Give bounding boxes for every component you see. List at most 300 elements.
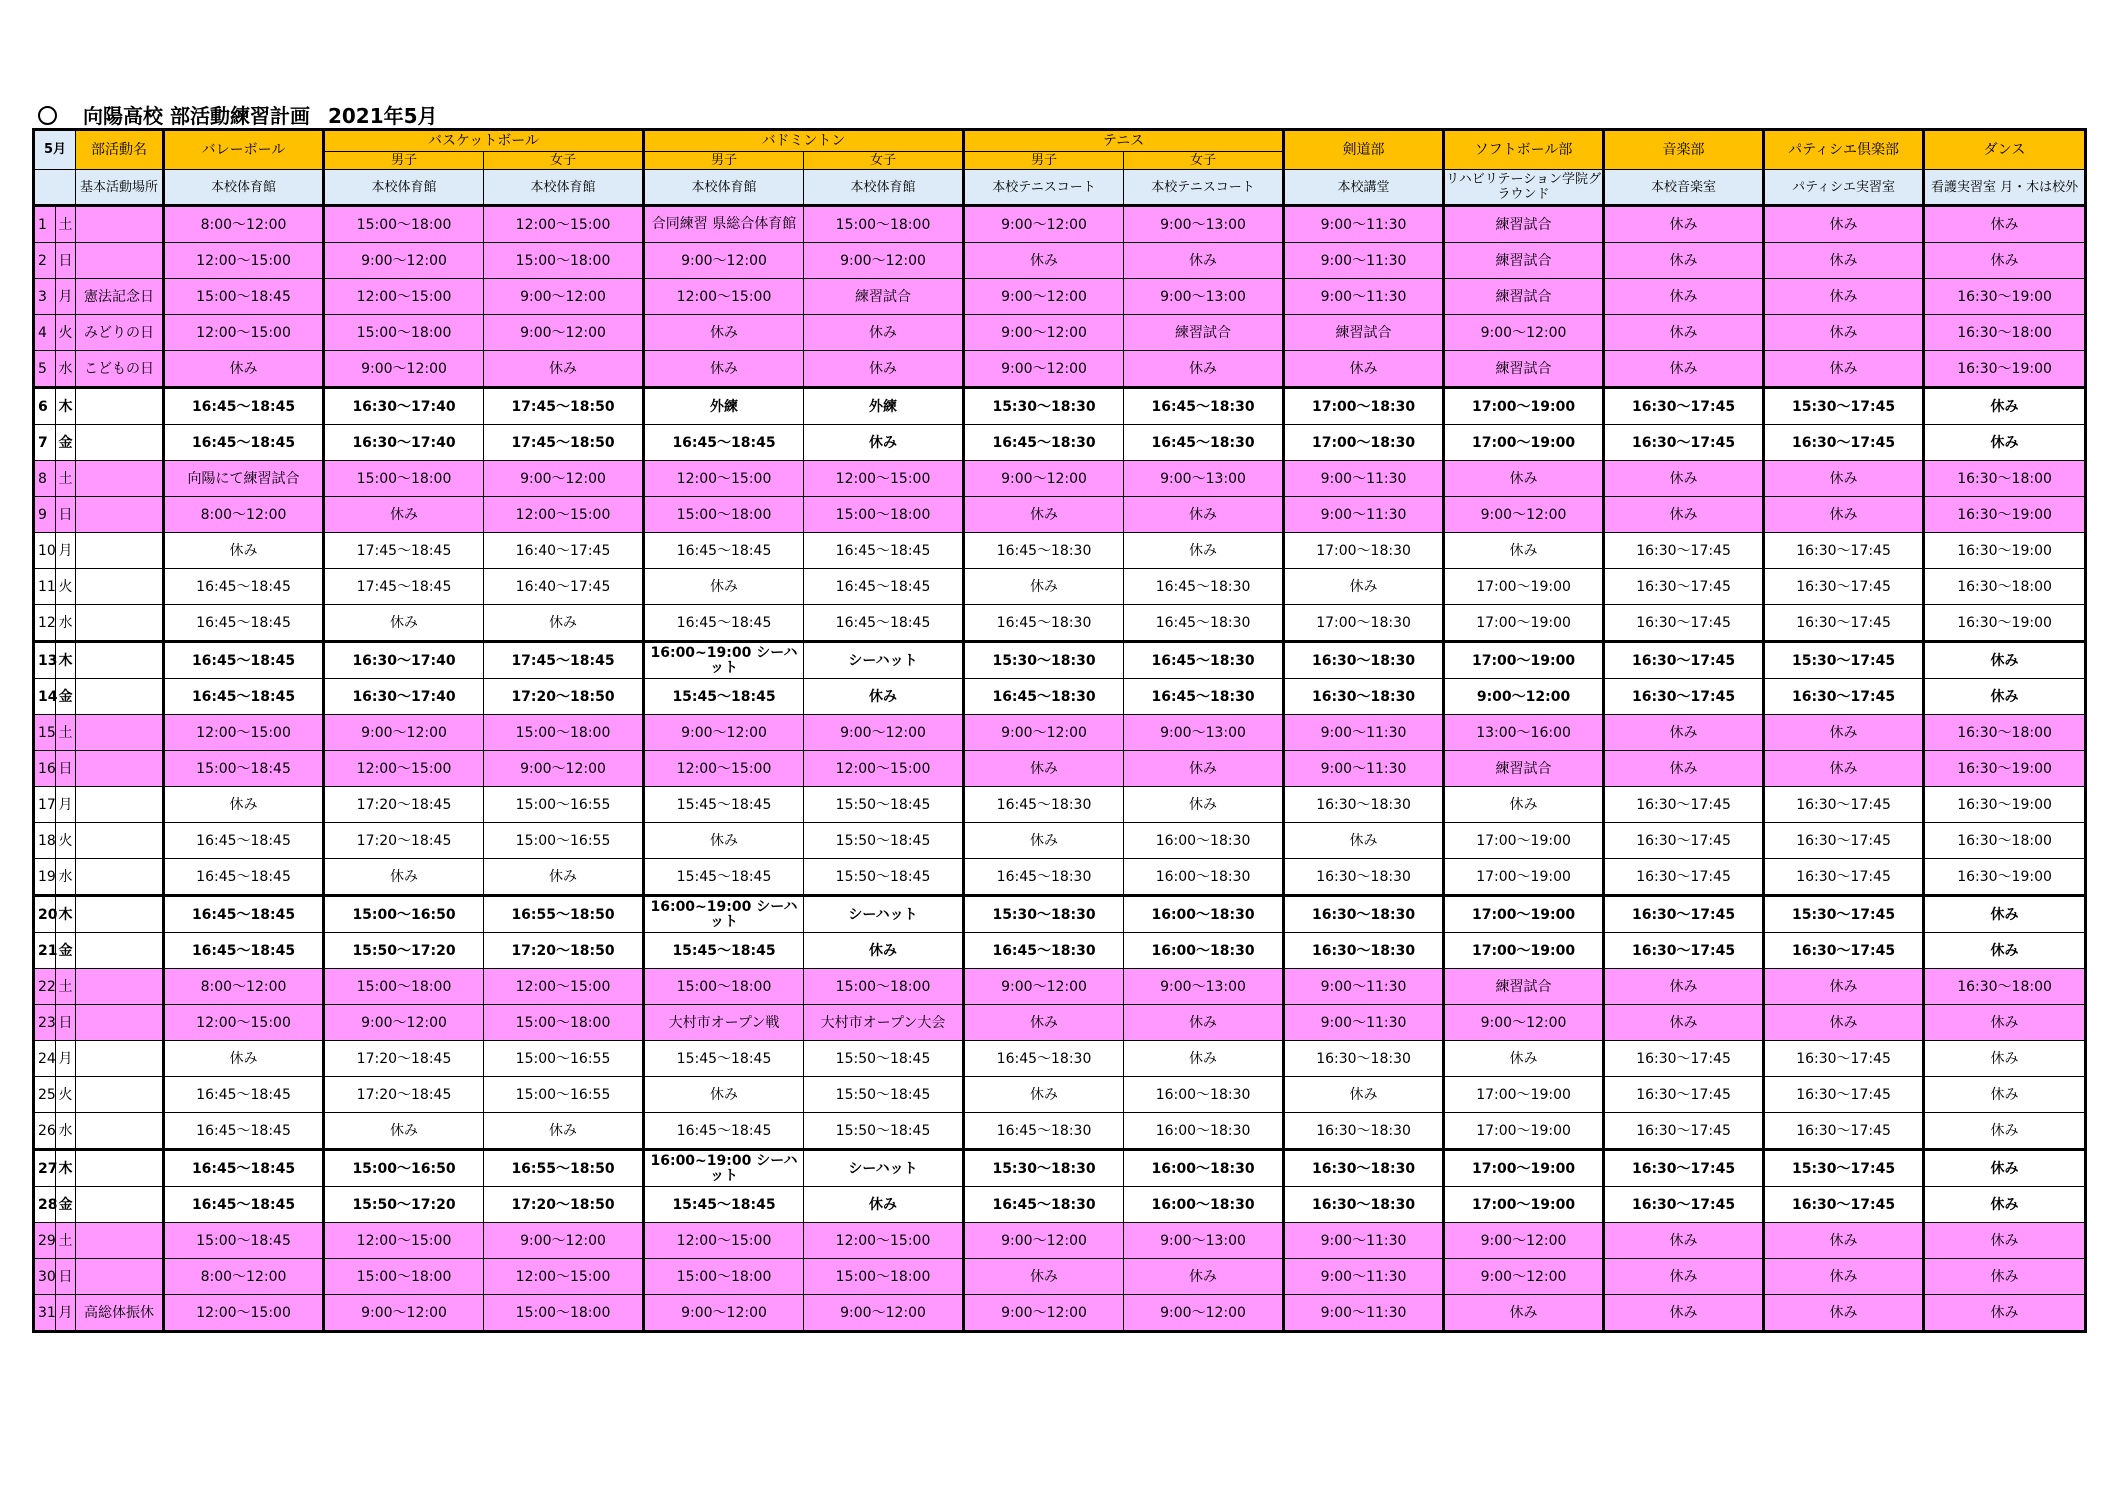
schedule-cell: 17:45～18:45 [484,642,644,679]
day-note [76,243,164,279]
table-row [34,1295,2086,1332]
schedule-cell: 休み [1604,351,1764,388]
club-softball: ソフトボール部 [1444,130,1604,170]
schedule-cell: 15:00～18:00 [324,1259,484,1295]
weekday: 月 [56,787,76,823]
day-number: 31 [34,1295,56,1332]
table-row [34,679,2086,715]
schedule-cell: 16:40～17:45 [484,569,644,605]
day-note [76,1077,164,1113]
table-row [34,1150,2086,1187]
day-note [76,823,164,859]
schedule-cell: 15:45～18:45 [644,933,804,969]
schedule-cell: 9:00～11:30 [1284,1005,1444,1041]
schedule-cell: 休み [1764,1223,1924,1259]
day-note: こどもの日 [76,351,164,388]
schedule-cell: 休み [1284,823,1444,859]
schedule-cell: 15:00～18:00 [644,497,804,533]
schedule-cell: 15:00～18:00 [804,497,964,533]
schedule-cell: 16:55～18:50 [484,1150,644,1187]
schedule-cell: 16:45～18:45 [804,569,964,605]
day-number: 3 [34,279,56,315]
weekday: 火 [56,569,76,605]
schedule-cell: 17:20～18:45 [324,787,484,823]
schedule-cell: 9:00～12:00 [1444,1259,1604,1295]
schedule-cell: 休み [1764,1259,1924,1295]
schedule-cell: 15:00～16:50 [324,1150,484,1187]
table-row [34,1077,2086,1113]
schedule-cell: 9:00～12:00 [964,969,1124,1005]
day-number: 16 [34,751,56,787]
schedule-cell: 休み [164,533,324,569]
weekday: 火 [56,1077,76,1113]
day-number: 4 [34,315,56,351]
schedule-cell: 休み [324,859,484,896]
schedule-cell: 16:30～19:00 [1924,533,2086,569]
club-music: 音楽部 [1604,130,1764,170]
weekday: 木 [56,896,76,933]
schedule-cell: 15:00～18:00 [324,315,484,351]
day-note [76,206,164,243]
schedule-cell: 16:00～18:30 [1124,1113,1284,1150]
schedule-cell: 17:00～19:00 [1444,933,1604,969]
schedule-cell: 15:00～16:55 [484,823,644,859]
day-note [76,1150,164,1187]
schedule-cell: 練習試合 [1284,315,1444,351]
schedule-cell: 16:45～18:45 [164,605,324,642]
schedule-cell: 15:00～18:00 [324,206,484,243]
schedule-cell: 15:00～18:45 [164,751,324,787]
table-row [34,605,2086,642]
weekday: 金 [56,933,76,969]
schedule-cell: 16:45～18:30 [964,1187,1124,1223]
schedule-cell: 休み [1124,787,1284,823]
day-note: 憲法記念日 [76,279,164,315]
title-period: 2021年5月 [327,104,438,128]
schedule-cell: 9:00～13:00 [1124,206,1284,243]
schedule-cell: 17:00～19:00 [1444,642,1604,679]
schedule-cell: 休み [1604,315,1764,351]
schedule-cell: 15:00～18:00 [644,1259,804,1295]
schedule-cell: 16:30～17:45 [1764,1113,1924,1150]
schedule-cell: 9:00～12:00 [804,1295,964,1332]
day-note [76,605,164,642]
schedule-cell: 16:30～18:30 [1284,787,1444,823]
table-row [34,823,2086,859]
schedule-cell: 17:45～18:45 [324,569,484,605]
schedule-cell: 16:45～18:45 [164,679,324,715]
day-number: 12 [34,605,56,642]
schedule-cell: 休み [1604,715,1764,751]
schedule-cell: 休み [644,823,804,859]
place-basketball-boys: 本校体育館 [324,170,484,206]
schedule-cell: 休み [1124,243,1284,279]
header-club-row [34,130,2086,152]
schedule-cell: 16:45～18:45 [164,569,324,605]
schedule-cell: 15:00～18:45 [164,1223,324,1259]
schedule-cell: 16:30～19:00 [1924,279,2086,315]
table-row [34,1113,2086,1150]
weekday: 木 [56,388,76,425]
day-note [76,497,164,533]
header-place-row [34,170,2086,206]
weekday: 月 [56,1041,76,1077]
schedule-cell: 15:00～18:00 [644,969,804,1005]
schedule-cell: 17:00～19:00 [1444,1187,1604,1223]
schedule-cell: 休み [1924,933,2086,969]
schedule-cell: 休み [964,1077,1124,1113]
weekday: 月 [56,1295,76,1332]
schedule-cell: 休み [1444,1041,1604,1077]
schedule-cell: 16:30～17:45 [1604,896,1764,933]
schedule-cell: 12:00～15:00 [324,279,484,315]
schedule-cell: 16:30～18:30 [1284,859,1444,896]
schedule-cell: 17:00～19:00 [1444,605,1604,642]
schedule-cell: 16:45～18:45 [164,1187,324,1223]
schedule-cell: 16:30～17:45 [1764,425,1924,461]
schedule-cell: 15:45～18:45 [644,1041,804,1077]
club-kendo: 剣道部 [1284,130,1444,170]
schedule-cell: 16:30～17:45 [1764,823,1924,859]
schedule-cell: 大村市オープン戦 [644,1005,804,1041]
schedule-cell: 休み [1604,1005,1764,1041]
schedule-cell: 16:30～17:45 [1604,1077,1764,1113]
schedule-cell: 9:00～12:00 [964,1295,1124,1332]
sub-basketball-boys: 男子 [324,152,484,170]
schedule-cell: 12:00～15:00 [804,751,964,787]
schedule-cell: 8:00～12:00 [164,1259,324,1295]
schedule-cell: 16:45～18:45 [804,533,964,569]
table-row [34,315,2086,351]
schedule-cell: 9:00～12:00 [1444,679,1604,715]
schedule-cell: 16:45～18:45 [804,605,964,642]
sub-tennis-girls: 女子 [1124,152,1284,170]
schedule-cell: 16:45～18:45 [164,859,324,896]
schedule-cell: 16:30～17:45 [1604,859,1764,896]
schedule-cell: 16:45～18:30 [1124,605,1284,642]
schedule-cell: 16:00～18:30 [1124,859,1284,896]
schedule-cell: 練習試合 [1444,279,1604,315]
club-basketball: バスケットボール [324,130,644,152]
schedule-cell: 12:00～15:00 [644,461,804,497]
schedule-cell: 15:00～18:00 [484,1005,644,1041]
schedule-cell: 休み [1924,243,2086,279]
schedule-cell: 休み [964,1005,1124,1041]
schedule-cell: 17:20～18:45 [324,1077,484,1113]
day-number: 28 [34,1187,56,1223]
day-note [76,533,164,569]
schedule-cell: 合同練習 県総合体育館 [644,206,804,243]
place-badminton-girls: 本校体育館 [804,170,964,206]
day-note [76,859,164,896]
page-title [38,100,438,129]
table-row [34,279,2086,315]
schedule-cell: 16:30～19:00 [1924,351,2086,388]
schedule-cell: 休み [1124,351,1284,388]
schedule-cell: 16:30～17:45 [1604,679,1764,715]
schedule-cell: 休み [964,751,1124,787]
schedule-cell: 15:00～16:55 [484,1041,644,1077]
schedule-cell: 休み [1604,461,1764,497]
schedule-cell: シーハット [804,1150,964,1187]
schedule-cell: 休み [804,1187,964,1223]
schedule-cell: 17:00～19:00 [1444,569,1604,605]
schedule-cell: 9:00～11:30 [1284,279,1444,315]
schedule-cell: 16:00～18:30 [1124,823,1284,859]
schedule-cell: 16:30～17:45 [1604,933,1764,969]
club-dance: ダンス [1924,130,2086,170]
table-row [34,351,2086,388]
day-number: 24 [34,1041,56,1077]
schedule-cell: 休み [964,569,1124,605]
club-tennis: テニス [964,130,1284,152]
schedule-cell: 15:30～18:30 [964,388,1124,425]
schedule-cell: 16:40～17:45 [484,533,644,569]
schedule-cell: 休み [1604,243,1764,279]
place-softball: リハビリテーション学院グラウンド [1444,170,1604,206]
schedule-cell: 休み [644,315,804,351]
table-row [34,461,2086,497]
schedule-cell: 休み [1764,243,1924,279]
schedule-cell: 12:00～15:00 [804,461,964,497]
schedule-cell: 9:00～11:30 [1284,1259,1444,1295]
schedule-cell: 休み [1924,642,2086,679]
schedule-cell: 休み [164,787,324,823]
schedule-cell: 休み [964,1259,1124,1295]
schedule-cell: 16:00～18:30 [1124,1187,1284,1223]
schedule-cell: 16:45～18:30 [964,859,1124,896]
schedule-cell: 15:30～17:45 [1764,388,1924,425]
schedule-cell: 休み [484,351,644,388]
weekday: 月 [56,279,76,315]
place-kendo: 本校講堂 [1284,170,1444,206]
schedule-cell: 9:00～12:00 [484,461,644,497]
place-tennis-boys: 本校テニスコート [964,170,1124,206]
schedule-cell: 休み [1924,1187,2086,1223]
schedule-cell: 休み [1764,969,1924,1005]
day-note [76,461,164,497]
schedule-cell: 16:30～17:40 [324,388,484,425]
schedule-cell: 休み [1604,969,1764,1005]
schedule-cell: 休み [644,569,804,605]
schedule-cell: 練習試合 [804,279,964,315]
schedule-cell: 8:00～12:00 [164,969,324,1005]
schedule-cell: 9:00～12:00 [964,715,1124,751]
schedule-cell: 16:30～17:45 [1764,569,1924,605]
schedule-cell: 16:30～17:45 [1604,1041,1764,1077]
weekday: 日 [56,751,76,787]
day-number: 29 [34,1223,56,1259]
title-school: 向陽高校 部活動練習計画 [83,104,310,128]
table-row [34,751,2086,787]
schedule-cell: 16:00~19:00 シーハット [644,642,804,679]
schedule-cell: 16:45～18:30 [964,1041,1124,1077]
schedule-cell: 休み [1604,1223,1764,1259]
schedule-cell: 15:00～16:50 [324,896,484,933]
schedule-cell: 外練 [804,388,964,425]
schedule-cell: 休み [964,243,1124,279]
schedule-cell: 16:30～17:45 [1764,1041,1924,1077]
day-number: 8 [34,461,56,497]
schedule-cell: 17:20～18:50 [484,933,644,969]
schedule-cell: 9:00～11:30 [1284,969,1444,1005]
table-row [34,1187,2086,1223]
schedule-cell: 休み [324,497,484,533]
schedule-cell: 15:00～16:55 [484,1077,644,1113]
schedule-cell: 16:30～17:45 [1764,533,1924,569]
schedule-cell: 9:00～12:00 [964,461,1124,497]
schedule-cell: 練習試合 [1444,351,1604,388]
schedule-cell: 15:00～18:00 [324,969,484,1005]
schedule-cell: 16:45～18:30 [1124,388,1284,425]
table-row [34,933,2086,969]
table-row [34,969,2086,1005]
sub-tennis-boys: 男子 [964,152,1124,170]
schedule-cell: 8:00～12:00 [164,497,324,533]
day-number: 10 [34,533,56,569]
schedule-cell: 17:20～18:50 [484,679,644,715]
schedule-cell: 12:00～15:00 [484,969,644,1005]
schedule-cell: 休み [1764,461,1924,497]
weekday: 金 [56,425,76,461]
schedule-cell: 16:30～18:30 [1284,1041,1444,1077]
schedule-cell: 17:00～19:00 [1444,425,1604,461]
schedule-cell: 16:30～18:30 [1284,896,1444,933]
schedule-cell: 15:30～18:30 [964,896,1124,933]
schedule-cell: 16:30～18:30 [1284,679,1444,715]
table-row [34,243,2086,279]
schedule-cell: 15:45～18:45 [644,1187,804,1223]
day-number: 21 [34,933,56,969]
schedule-cell: 17:00～18:30 [1284,388,1444,425]
schedule-cell: 16:45～18:30 [1124,679,1284,715]
schedule-cell: 9:00～13:00 [1124,969,1284,1005]
schedule-cell: 9:00～12:00 [324,351,484,388]
schedule-cell: 15:30～18:30 [964,642,1124,679]
schedule-cell: 9:00～11:30 [1284,1223,1444,1259]
schedule-cell: 16:45～18:45 [164,1077,324,1113]
weekday: 日 [56,1005,76,1041]
schedule-cell: 休み [1924,425,2086,461]
schedule-cell: 16:30～17:40 [324,679,484,715]
schedule-cell: 休み [1124,497,1284,533]
schedule-cell: 15:50～18:45 [804,859,964,896]
schedule-cell: 16:30～17:45 [1604,787,1764,823]
schedule-cell: 外練 [644,388,804,425]
schedule-cell: 16:30～17:45 [1604,605,1764,642]
table-row [34,642,2086,679]
schedule-cell: 17:45～18:45 [324,533,484,569]
day-number: 25 [34,1077,56,1113]
schedule-cell: 休み [1764,1295,1924,1332]
schedule-cell: 休み [324,1113,484,1150]
weekday: 火 [56,315,76,351]
schedule-cell: 15:30～17:45 [1764,896,1924,933]
schedule-cell: 9:00～11:30 [1284,1295,1444,1332]
schedule-cell: 15:45～18:45 [644,787,804,823]
schedule-cell: 15:50～18:45 [804,1041,964,1077]
schedule-cell: 15:30～17:45 [1764,1150,1924,1187]
schedule-cell: 16:30～18:00 [1924,823,2086,859]
schedule-cell: 16:45～18:45 [164,933,324,969]
day-number: 11 [34,569,56,605]
schedule-cell: 休み [804,679,964,715]
day-note [76,933,164,969]
table-row [34,1041,2086,1077]
schedule-cell: 16:30～18:00 [1924,315,2086,351]
schedule-cell: 休み [164,1041,324,1077]
schedule-cell: 9:00～12:00 [644,1295,804,1332]
schedule-cell: 休み [1444,461,1604,497]
schedule-cell: 15:00～18:00 [484,243,644,279]
schedule-cell: 9:00～11:30 [1284,751,1444,787]
club-patissier: パティシエ倶楽部 [1764,130,1924,170]
schedule-cell: 17:20～18:45 [324,823,484,859]
schedule-cell: 12:00～15:00 [164,1295,324,1332]
schedule-cell: 9:00～12:00 [324,1295,484,1332]
schedule-cell: 17:00～19:00 [1444,859,1604,896]
schedule-cell: 休み [964,497,1124,533]
schedule-cell: 16:45～18:30 [964,679,1124,715]
schedule-cell: 休み [1444,787,1604,823]
schedule-cell: 12:00～15:00 [644,1223,804,1259]
schedule-cell: 9:00～12:00 [964,315,1124,351]
schedule-cell: 12:00～15:00 [644,751,804,787]
table-row [34,497,2086,533]
club-badminton: バドミントン [644,130,964,152]
schedule-cell: 休み [1284,1077,1444,1113]
schedule-cell: 9:00～13:00 [1124,461,1284,497]
day-note [76,1223,164,1259]
schedule-cell: 16:45～18:45 [644,425,804,461]
schedule-cell: 9:00～12:00 [644,243,804,279]
schedule-cell: 休み [1924,1150,2086,1187]
day-note [76,679,164,715]
schedule-cell: 休み [1124,533,1284,569]
day-number: 5 [34,351,56,388]
schedule-cell: 16:45～18:45 [164,1113,324,1150]
place-volleyball: 本校体育館 [164,170,324,206]
schedule-cell: 休み [1284,569,1444,605]
schedule-cell: シーハット [804,642,964,679]
schedule-cell: 15:00～16:55 [484,787,644,823]
schedule-cell: 休み [1764,715,1924,751]
schedule-cell: 12:00～15:00 [164,243,324,279]
weekday: 土 [56,206,76,243]
day-number: 18 [34,823,56,859]
day-number: 26 [34,1113,56,1150]
schedule-cell: 15:00～18:00 [804,969,964,1005]
schedule-cell: 9:00～12:00 [964,279,1124,315]
schedule-cell: 休み [804,351,964,388]
schedule-cell: 12:00～15:00 [804,1223,964,1259]
place-dance: 看護実習室 月・木は校外 [1924,170,2086,206]
schedule-cell: 16:30～17:45 [1604,425,1764,461]
day-note [76,1005,164,1041]
schedule-cell: 16:30～18:00 [1924,969,2086,1005]
club-label: 部活動名 [76,130,164,170]
day-note: みどりの日 [76,315,164,351]
weekday: 月 [56,533,76,569]
schedule-cell: 休み [1924,1295,2086,1332]
schedule-cell: 16:45～18:30 [1124,569,1284,605]
schedule-cell: 16:30～17:40 [324,642,484,679]
schedule-cell: 練習試合 [1444,206,1604,243]
schedule-cell: 休み [1124,1041,1284,1077]
weekday: 水 [56,351,76,388]
schedule-cell: 休み [804,425,964,461]
schedule-cell: 17:00～19:00 [1444,388,1604,425]
